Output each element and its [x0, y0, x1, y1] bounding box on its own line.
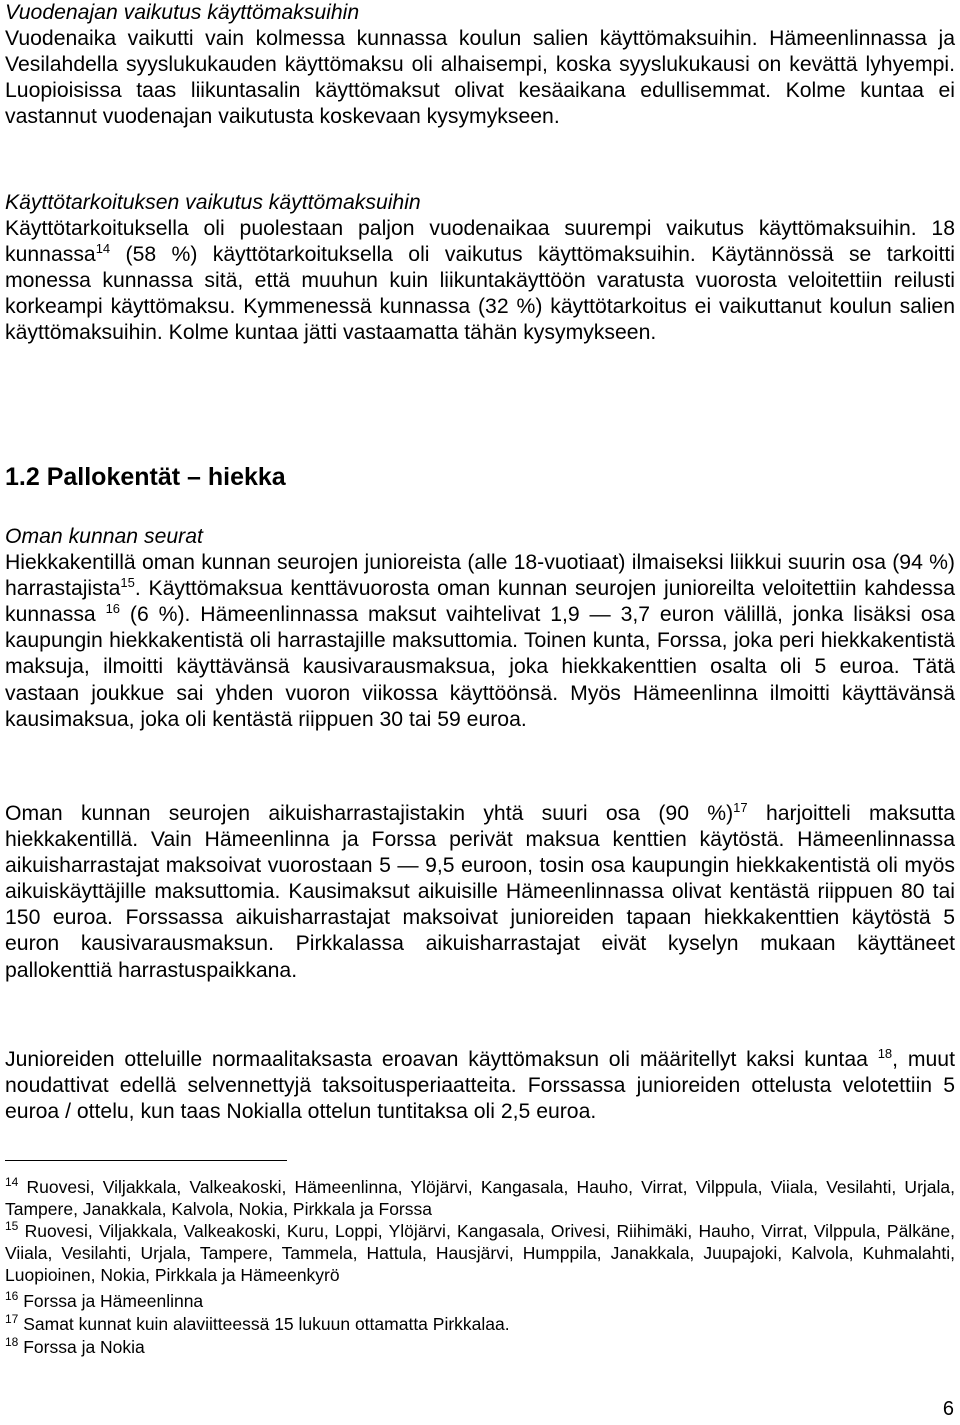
page-number: 6 — [942, 1398, 954, 1420]
footnote-ref[interactable]: 17 — [733, 800, 748, 816]
footnote-text: Forssa ja Hämeenlinna — [18, 1291, 204, 1311]
section-heading: Käyttötarkoituksen vaikutus käyttömaksuihin — [5, 191, 421, 214]
footnote-divider — [5, 1160, 287, 1161]
paragraph — [5, 216, 955, 346]
footnote-17 — [5, 1313, 955, 1335]
text-run: , muut noudattivat edellä selvennettyjä taksoitusperiaatteita. Forssassa junioreiden ottelusta velotettiin 5 euroa / ottelu, kun taas Nokialla ottelun tuntitaksa oli 2,5 euroa. — [5, 1048, 955, 1124]
footnote-18 — [5, 1336, 955, 1358]
footnote-ref[interactable]: 18 — [877, 1046, 893, 1062]
footnote-number: 16 — [5, 1288, 19, 1303]
section-purpose-effect — [5, 190, 955, 347]
paragraph — [5, 1047, 955, 1125]
footnote-text: Ruovesi, Viljakkala, Valkeakoski, Kuru, Loppi, Ylöjärvi, Kangasala, Orivesi, Riihimäki, Hauho, Virrat, Vilppula, Pälkäne, Viiala, Vesilahti, Urjala, Tampere, Tammela, Hattula, Hausjärvi, Humppila, Janakkala, Juupajoki, Kalvola, Kuhmalahti, Luopioinen, Nokia, Pirkkala ja Hämeenkyrö — [5, 1221, 955, 1285]
footnote-16 — [5, 1290, 955, 1312]
text-run: (58 %) käyttötarkoituksella oli vaikutus käyttömaksuihin. Käytännössä se tarkoitti monessa kunnassa sitä, että muuhun kuin liikuntakäyttöön varatusta vuorosta veloitettiin reilusti korkeampi käyttömaksu. Kymmenessä kunnassa (32 %) käyttötarkoitus ei vaikuttanut koulun salien käyttömaksuihin. Kolme kuntaa jätti vastaamatta tähän kysymykseen. — [5, 243, 955, 345]
text-run: Oman kunnan seurojen aikuisharrastajistakin yhtä suuri osa (90 %) — [5, 802, 734, 825]
section-heading: Vuodenajan vaikutus käyttömaksuihin — [5, 1, 360, 24]
paragraph: Vuodenaika vaikutti vain kolmessa kunnassa koulun salien käyttömaksuihin. Hämeenlinnassa ja Vesilahdella syyslukukauden käyttömaksu oli alhaisempi, koska syyslukukausi on kevättä lyhyempi. Luopioisissa taas liikuntasalin käyttömaksut olivat kesäaikana edullisemmat. Kolme kuntaa ei vastannut vuodenajan vaikutusta koskevaan kysymykseen. — [5, 27, 955, 129]
footnote-text: Forssa ja Nokia — [18, 1337, 145, 1357]
footnote-ref[interactable]: 14 — [95, 241, 111, 257]
section-title: 1.2 Pallokentät – hiekka — [5, 463, 286, 491]
text-run: Junioreiden otteluille normaalitaksasta eroavan käyttömaksun oli määritellyt kaksi kuntaa — [5, 1048, 878, 1071]
text-run: Käyttötarkoituksella oli puolestaan paljon vuodenaikaa suurempi vaikutus käyttömaksuihin. 18 kunnassa — [5, 217, 955, 267]
footnote-14 — [5, 1176, 955, 1220]
footnote-15 — [5, 1220, 955, 1286]
section-sand-fields — [5, 462, 955, 492]
footnote-text: Samat kunnat kuin alaviitteessä 15 lukuun ottamatta Pirkkalaa. — [18, 1314, 510, 1334]
text-run: Hiekkakentillä oman kunnan seurojen junioreista (alle 18-vuotiaat) ilmaiseksi liikkui suurin osa (94 %) harrastajista — [5, 551, 955, 601]
section-season-effect — [5, 0, 955, 130]
footnote-ref[interactable]: 15 — [120, 575, 135, 591]
section-junior-matches — [5, 1047, 955, 1125]
paragraph — [5, 801, 955, 984]
paragraph — [5, 550, 955, 733]
text-run: harjoitteli maksutta hiekkakentillä. Vain Hämeenlinna ja Forssa perivät maksua kenttien käytöstä. Hämeenlinnassa aikuisharrastajat maksoivat vuorostaan 5 — 9,5 euroon, tosin osa kaupungin hiekkakentistä oli myös aikuiskäyttäjille maksuttomia. Kausimaksut aikuisille Hämeenlinnassa olivat kentästä riippuen 80 tai 150 euroa. Forssassa aikuisharrastajat maksoivat junioreiden tapaan hiekkakenttien käytöstä 5 euron kausivarausmaksun. Pirkkalassa aikuisharrastajat eivät kyselyn mukaan käyttäneet pallokenttiä harrastuspaikkana. — [5, 802, 955, 982]
footnote-text: Ruovesi, Viljakkala, Valkeakoski, Hämeenlinna, Ylöjärvi, Kangasala, Hauho, Virrat, Vilppula, Viiala, Vesilahti, Urjala, Tampere, Janakkala, Kalvola, Nokia, Pirkkala ja Forssa — [5, 1177, 955, 1219]
section-heading: Oman kunnan seurat — [5, 525, 203, 548]
footnote-ref[interactable]: 16 — [105, 601, 121, 617]
footnote-number: 15 — [5, 1218, 19, 1233]
section-own-clubs — [5, 524, 955, 733]
text-run: (6 %). Hämeenlinnassa maksut vaihtelivat 1,9 — 3,7 euron välillä, jonka lisäksi osa kaupungin hiekkakentistä oli harrastajille maksuttomia. Toinen kunta, Forssa, joka peri hiekkakentistä maksuja, ilmoitti käyttävänsä kausivarausmaksua, joka hiekkakenttien osalta oli 5 euroa. Tätä vastaan joukkue sai yhden vuoron viikossa käyttöönsä. Myös Hämeenlinna ilmoitti käyttävänsä kausimaksua, joka oli kentästä riippuen 30 tai 59 euroa. — [5, 603, 955, 731]
text-run: . Käyttömaksua kenttävuorosta oman kunnan seurojen junioreilta veloitettiin kahdessa kunnassa — [5, 577, 955, 627]
footnote-number: 17 — [5, 1311, 19, 1326]
footnote-number: 14 — [5, 1174, 19, 1189]
section-adult-players — [5, 801, 955, 984]
footnote-number: 18 — [5, 1334, 19, 1349]
